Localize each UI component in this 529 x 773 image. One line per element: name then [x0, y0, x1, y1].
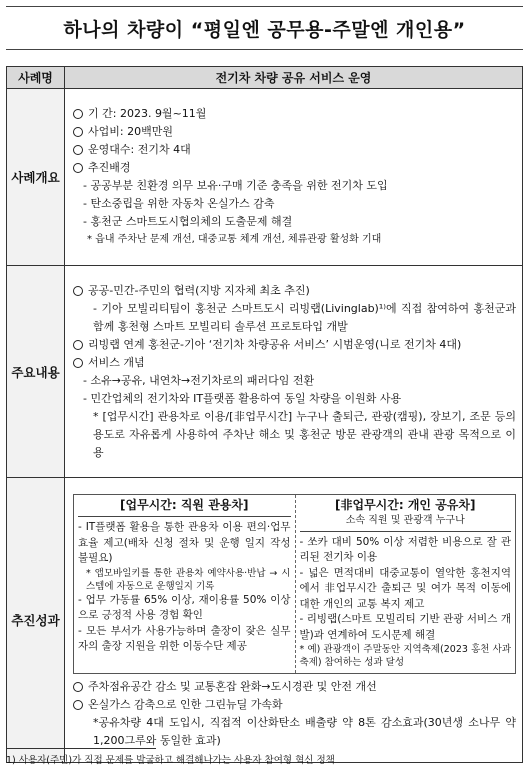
content-label: 주요내용 — [7, 266, 65, 478]
circle-bullet-icon — [73, 145, 83, 155]
list-item: - 리빙랩(스마트 모빌리티 기반 관광 서비스 개발)과 연계하여 도시문제 해결 — [299, 613, 511, 641]
sub-item: - 소유→공유, 내연차→전기차로의 패러다임 전환 — [83, 373, 315, 387]
note: *공유차량 4대 도입시, 직접적 이산화탄소 배출량 약 8톤 감소효과(30년생 소나무 약 1,200그루와 동일한 효과) — [93, 716, 516, 748]
header-case-name: 사례명 — [7, 67, 65, 89]
page-title: 하나의 차량이 “평일엔 공무용-주말엔 개인용” — [63, 18, 466, 41]
note: * 읍내 주차난 문제 개선, 대중교통 체계 개선, 체류관광 활성화 기대 — [87, 234, 382, 245]
off-hours-subtitle: 소속 직원 및 관광객 누구나 — [300, 513, 512, 532]
overview-content — [65, 89, 523, 266]
table-header-row — [7, 67, 523, 89]
list-item: 사업비: 20백만원 — [73, 123, 516, 141]
content-row — [7, 266, 523, 478]
list-item: - 쏘카 대비 50% 이상 저렴한 비용으로 잘 관리된 전기차 이용 — [299, 535, 511, 564]
list-item: 기 간: 2023. 9월~11월 — [73, 105, 516, 123]
list-item: - 모든 부서가 사용가능하며 출장이 잦은 실무자의 출장 지원을 위한 이동수단 제공 — [78, 624, 291, 653]
sub-item: - 탄소중립을 위한 자동차 온실가스 감축 — [83, 197, 275, 210]
sub-item: - 기아 모빌리티팀이 홍천군 스마트도시 리빙랩(Livinglab)¹⁾에 직접 참여하여 홍천군과 함께 홍천형 스마트 모빌리티 솔루션 프로토타입 개발 — [93, 301, 516, 333]
work-hours-box — [74, 495, 295, 674]
circle-bullet-icon — [73, 340, 83, 350]
circle-bullet-icon — [73, 358, 83, 368]
circle-bullet-icon — [73, 286, 83, 296]
overview-label: 사례개요 — [7, 89, 65, 266]
list-item: - IT플랫폼 활용을 통한 관용차 이용 편의·업무 효율 제고(배차 신청 절차 및 운행 일지 작성 불필요) — [78, 521, 291, 565]
circle-bullet-icon — [73, 700, 83, 710]
header-case-title: 전기차 차량 공유 서비스 운영 — [65, 67, 523, 89]
results-split-box — [73, 494, 516, 675]
circle-bullet-icon — [73, 163, 83, 173]
sub-item: - 민간업체의 전기차와 IT플랫폼 활용하여 동일 차량을 이원화 사용 — [83, 391, 402, 405]
list-item: 운영대수: 전기차 4대 — [73, 141, 516, 159]
sub-item: - 홍천군 스마트도시협의체의 도출문제 해결 — [83, 215, 293, 228]
circle-bullet-icon — [73, 682, 83, 692]
list-item: - 업무 가동률 65% 이상, 재이용률 50% 이상으로 긍정적 사용 경험 확인 — [78, 593, 291, 622]
list-item: 추진배경 — [73, 159, 516, 177]
list-item: 온실가스 감축으로 인한 그린뉴딜 가속화 — [73, 696, 516, 714]
circle-bullet-icon — [73, 127, 83, 137]
sub-item: - 공공부분 친환경 의무 보유·구매 기준 충족을 위한 전기차 도입 — [83, 179, 388, 192]
list-item: 주차점유공간 감소 및 교통혼잡 완화→도시경관 및 안전 개선 — [73, 678, 516, 696]
list-item: 서비스 개념 — [73, 354, 516, 372]
work-hours-title: [업무시간: 직원 관용차] — [78, 497, 291, 518]
list-item: - 넓은 면적대비 대중교통이 열악한 홍천지역에서 非업무시간 출퇴근 및 여가 목적 이동에 대한 개인의 교통 복지 제고 — [299, 566, 511, 610]
results-row — [7, 478, 523, 763]
results-content — [65, 478, 523, 763]
main-content — [65, 266, 523, 478]
footnote: 1) 사용자(주민)가 직접 문제를 발굴하고 해결해나가는 사용자 참여형 혁신 정책 — [6, 755, 335, 766]
off-hours-box — [295, 495, 516, 674]
overview-row — [7, 89, 523, 266]
circle-bullet-icon — [73, 109, 83, 119]
note: * [업무시간] 관용차로 이용/[非업무시간] 누구나 출퇴근, 관광(캠핑), 장보기, 조문 등의 용도로 자유롭게 사용하여 주차난 해소 및 홍천군 방문 관광객의 관내 관광 목적으로 이용 — [93, 409, 516, 459]
note: * 예) 관광객이 주말동안 지역축제(2023 홍천 사과축제) 참여하는 성과 달성 — [299, 644, 511, 669]
title-box — [6, 6, 523, 50]
off-hours-title: [非업무시간: 개인 공유차] — [335, 497, 476, 512]
list-item: 공공-민간-주민의 협력(지방 지자체 최초 추진) — [73, 282, 516, 300]
footnote-divider — [6, 748, 156, 749]
note: * 앱모바일키를 통한 관용차 예약사용·반납 → 시스템에 자동으로 운행일지 기록 — [86, 567, 291, 592]
results-label: 추진성과 — [7, 478, 65, 763]
list-item: 리빙랩 연계 홍천군-기아 ‘전기차 차량공유 서비스’ 시범운영(니로 전기차 4대) — [73, 336, 516, 354]
case-table — [6, 66, 523, 763]
